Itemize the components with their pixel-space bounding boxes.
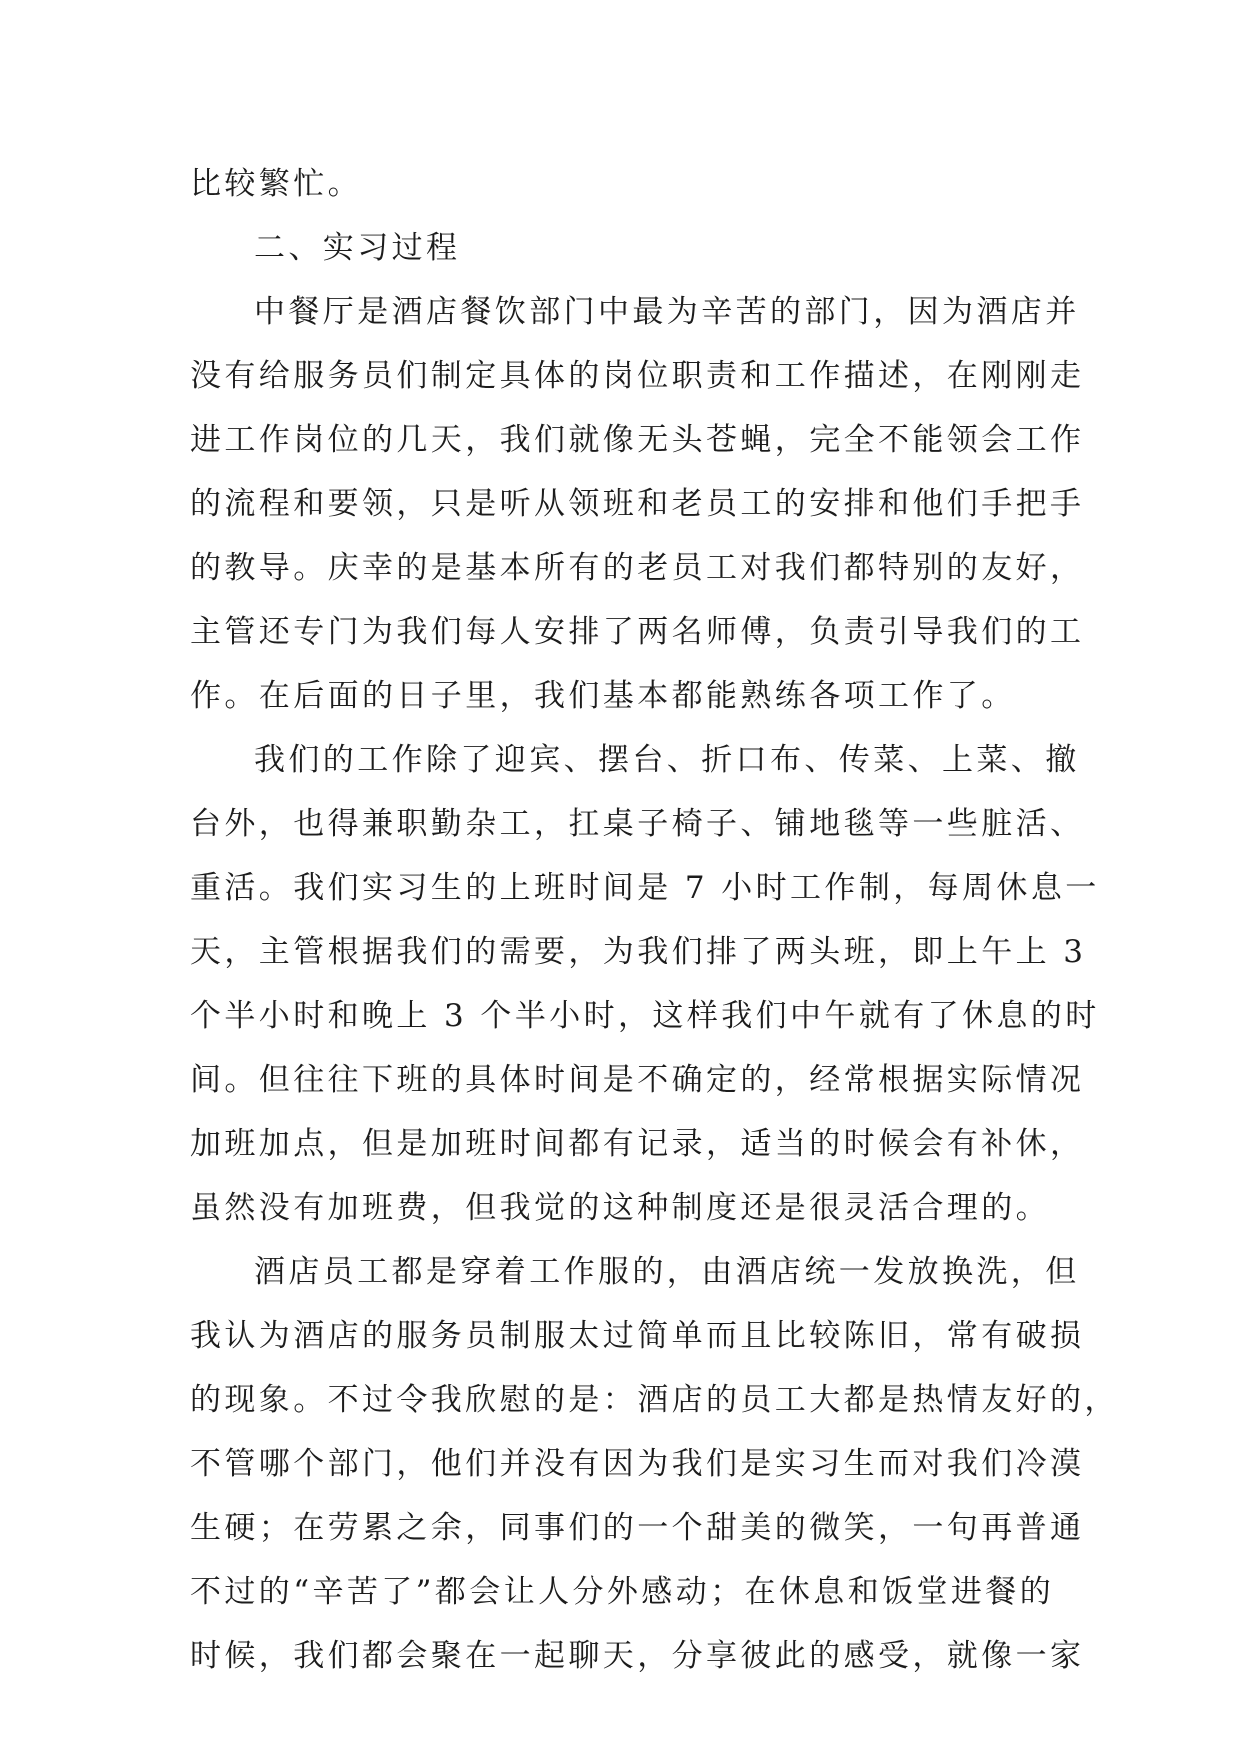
text-line: 我认为酒店的服务员制服太过简单而且比较陈旧，常有破损 [190, 1318, 1085, 1354]
text-line: 比较繁忙。 [190, 166, 362, 202]
text-line: 生硬；在劳累之余，同事们的一个甜美的微笑，一句再普通 [190, 1510, 1085, 1546]
text-line: 作。在后面的日子里，我们基本都能熟练各项工作了。 [190, 678, 1016, 714]
text-line: 不管哪个部门，他们并没有因为我们是实习生而对我们冷漠 [190, 1446, 1085, 1482]
text-line: 不过的“辛苦了”都会让人分外感动；在休息和饭堂进餐的 [190, 1574, 1055, 1610]
text-line: 酒店员工都是穿着工作服的，由酒店统一发放换洗，但 [254, 1254, 1080, 1290]
document-body [190, 152, 1119, 1688]
text-line: 进工作岗位的几天，我们就像无头苍蝇，完全不能领会工作 [190, 422, 1085, 458]
text-line: 时候，我们都会聚在一起聊天，分享彼此的感受，就像一家 [190, 1638, 1085, 1674]
text-line: 个半小时和晚上 3 个半小时，这样我们中午就有了休息的时 [190, 998, 1100, 1034]
text-line: 我们的工作除了迎宾、摆台、折口布、传菜、上菜、撤 [254, 742, 1080, 778]
text-line: 的教导。庆幸的是基本所有的老员工对我们都特别的友好， [190, 550, 1085, 586]
text-line: 没有给服务员们制定具体的岗位职责和工作描述，在刚刚走 [190, 358, 1085, 394]
text-line: 中餐厅是酒店餐饮部门中最为辛苦的部门，因为酒店并 [254, 294, 1080, 330]
text-line: 主管还专门为我们每人安排了两名师傅，负责引导我们的工 [190, 614, 1085, 650]
text-line: 台外，也得兼职勤杂工，扛桌子椅子、铺地毯等一些脏活、 [190, 806, 1085, 842]
text-line: 的流程和要领，只是听从领班和老员工的安排和他们手把手 [190, 486, 1085, 522]
text-line: 重活。我们实习生的上班时间是 7 小时工作制，每周休息一 [190, 870, 1100, 906]
text-line: 的现象。不过令我欣慰的是：酒店的员工大都是热情友好的， [190, 1382, 1119, 1418]
section-heading: 二、实习过程 [254, 230, 461, 266]
text-line: 虽然没有加班费，但我觉的这种制度还是很灵活合理的。 [190, 1190, 1050, 1226]
text-line: 天，主管根据我们的需要，为我们排了两头班，即上午上 3 [190, 934, 1087, 970]
text-line: 加班加点，但是加班时间都有记录，适当的时候会有补休， [190, 1126, 1085, 1162]
text-line: 间。但往往下班的具体时间是不确定的，经常根据实际情况 [190, 1062, 1085, 1098]
